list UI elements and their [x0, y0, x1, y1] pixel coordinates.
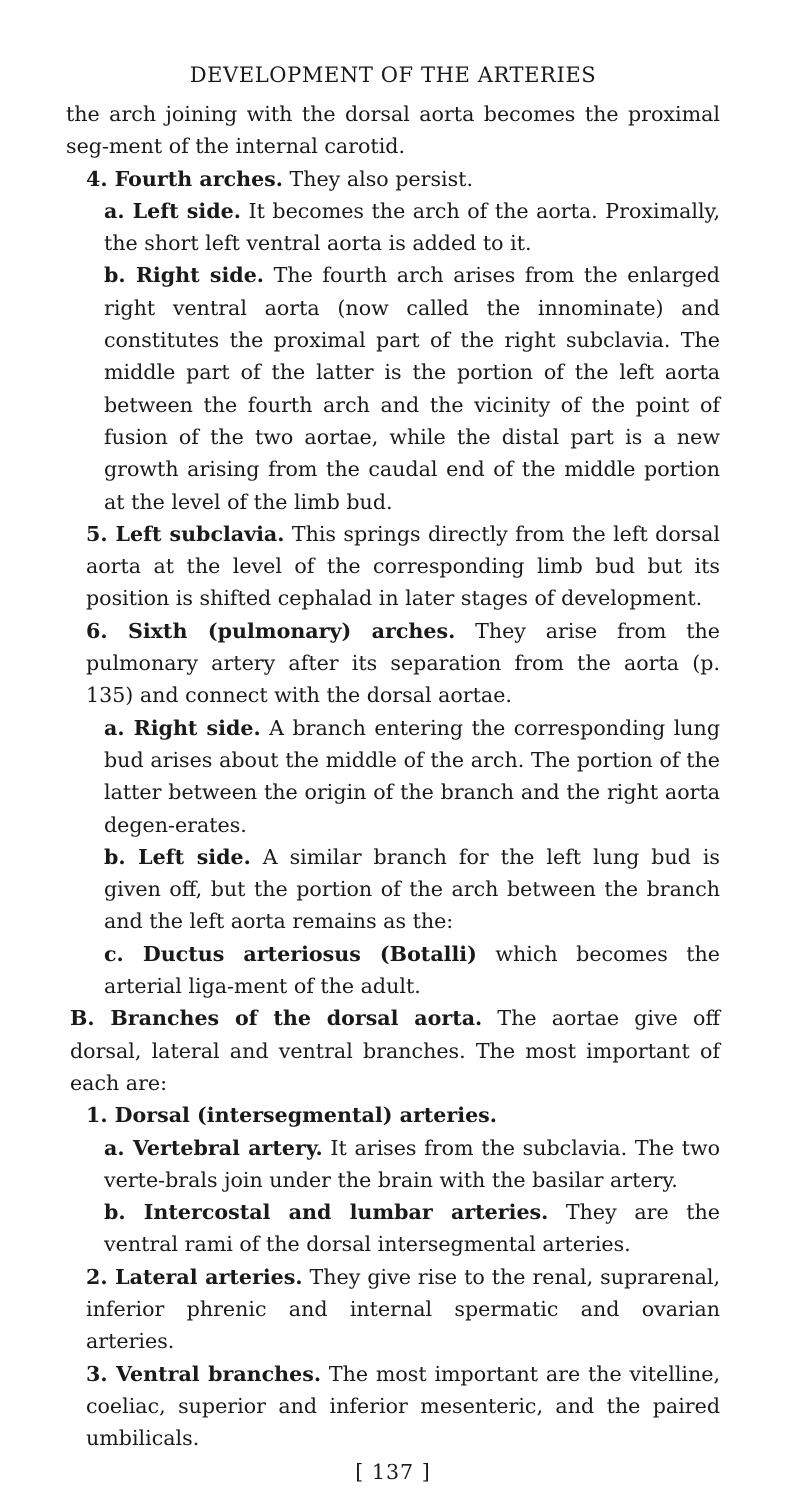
paragraph-text: which becomes the arterial liga-ment of the adult.: [104, 941, 720, 999]
paragraph-text: A branch entering the corresponding lung bud arises about the middle of the arch. The portion of the latter between the origin of the branch and the right aorta degen-erates.: [104, 715, 721, 837]
paragraph-text: It becomes the arch of the aorta. Proximally, the short left ventral aorta is added to it.: [104, 198, 720, 256]
paragraph-label: c. Ductus arteriosus (Botalli): [104, 941, 477, 966]
running-head: DEVELOPMENT OF THE ARTERIES: [189, 63, 597, 87]
paragraph-text: It arises from the subclavia. The two verte-brals join under the brain with the basilar artery.: [104, 1135, 720, 1192]
paragraph-label: 4. Fourth arches.: [86, 166, 283, 191]
paragraph-pulmonary-left-side: [66, 841, 720, 938]
paragraph-label: 3. Ventral branches.: [86, 1361, 322, 1386]
paragraph-text: The most important are the vitelline, coeliac, superior and inferior mesenteric, and the paired umbilicals.: [86, 1361, 721, 1451]
paragraph-lateral-arteries: [66, 1261, 720, 1358]
paragraph-ventral-branches: [66, 1358, 720, 1455]
paragraph-text: They arise from the pulmonary artery after its separation from the aorta (p. 135) and connect with the dorsal aortae.: [86, 618, 720, 708]
paragraph-text: This springs directly from the left dorsal aorta at the level of the corresponding limb bud but its position is shifted cephalad in later stages of development.: [86, 521, 720, 611]
paragraph-fourth-arches: [66, 163, 720, 195]
paragraph-sixth-arches: [66, 615, 720, 712]
paragraph-text: They are the ventral rami of the dorsal intersegmental arteries.: [104, 1200, 720, 1257]
paragraph-vertebral-artery: [66, 1132, 720, 1197]
paragraph-label: a. Left side.: [104, 198, 241, 223]
page-number: [ 137 ]: [355, 1460, 431, 1485]
paragraph-label: b. Left side.: [104, 844, 251, 869]
paragraph-text: The fourth arch arises from the enlarged right ventral aorta (now called the innominate) and constitutes the proximal part of the right subclavia. The middle part of the latter is the portion of the left aorta between the fourth arch and the vicinity of the point of fusion of the two aortae, while the distal part is a new growth arising from the caudal end of the middle portion at the level of the limb bud.: [104, 263, 720, 514]
paragraph-ductus-arteriosus: [66, 938, 720, 1003]
paragraph-label: 5. Left subclavia.: [86, 521, 285, 546]
paragraph-text: They also persist.: [282, 166, 474, 191]
paragraph-pulmonary-right-side: [66, 712, 720, 841]
paragraph-label: B. Branches of the dorsal aorta.: [70, 1006, 483, 1031]
paragraph-text: The aortae give off dorsal, lateral and ventral branches. The most important of each are:: [70, 1006, 720, 1095]
paragraph-text: They give rise to the renal, suprarenal, inferior phrenic and internal spermatic and ovarian arteries.: [86, 1264, 720, 1354]
paragraph-label: 2. Lateral arteries.: [86, 1264, 303, 1289]
paragraph-label: b. Right side.: [104, 263, 264, 288]
paragraph-dorsal-intersegmental: [66, 1099, 720, 1131]
paragraph-label: a. Right side.: [104, 715, 261, 740]
page: [66, 58, 720, 1489]
paragraph-label: b. Intercostal and lumbar arteries.: [104, 1200, 549, 1225]
paragraph-intercostal-lumbar: [66, 1196, 720, 1261]
paragraph-right-side: [66, 259, 720, 517]
paragraph-label: 1. Dorsal (intersegmental) arteries.: [86, 1103, 497, 1128]
paragraph-branches-dorsal-aorta: [66, 1002, 720, 1099]
paragraph-continuation: [66, 98, 720, 163]
paragraph-label: a. Vertebral artery.: [104, 1135, 323, 1160]
paragraph-text: the arch joining with the dorsal aorta becomes the proximal seg-ment of the internal carotid.: [66, 102, 720, 159]
paragraph-label: 6. Sixth (pulmonary) arches.: [86, 618, 456, 643]
paragraph-left-subclavia: [66, 518, 720, 615]
paragraph-text: A similar branch for the left lung bud is given off, but the portion of the arch between the branch and the left aorta remains as the:: [104, 844, 720, 934]
paragraph-left-side: [66, 195, 720, 260]
